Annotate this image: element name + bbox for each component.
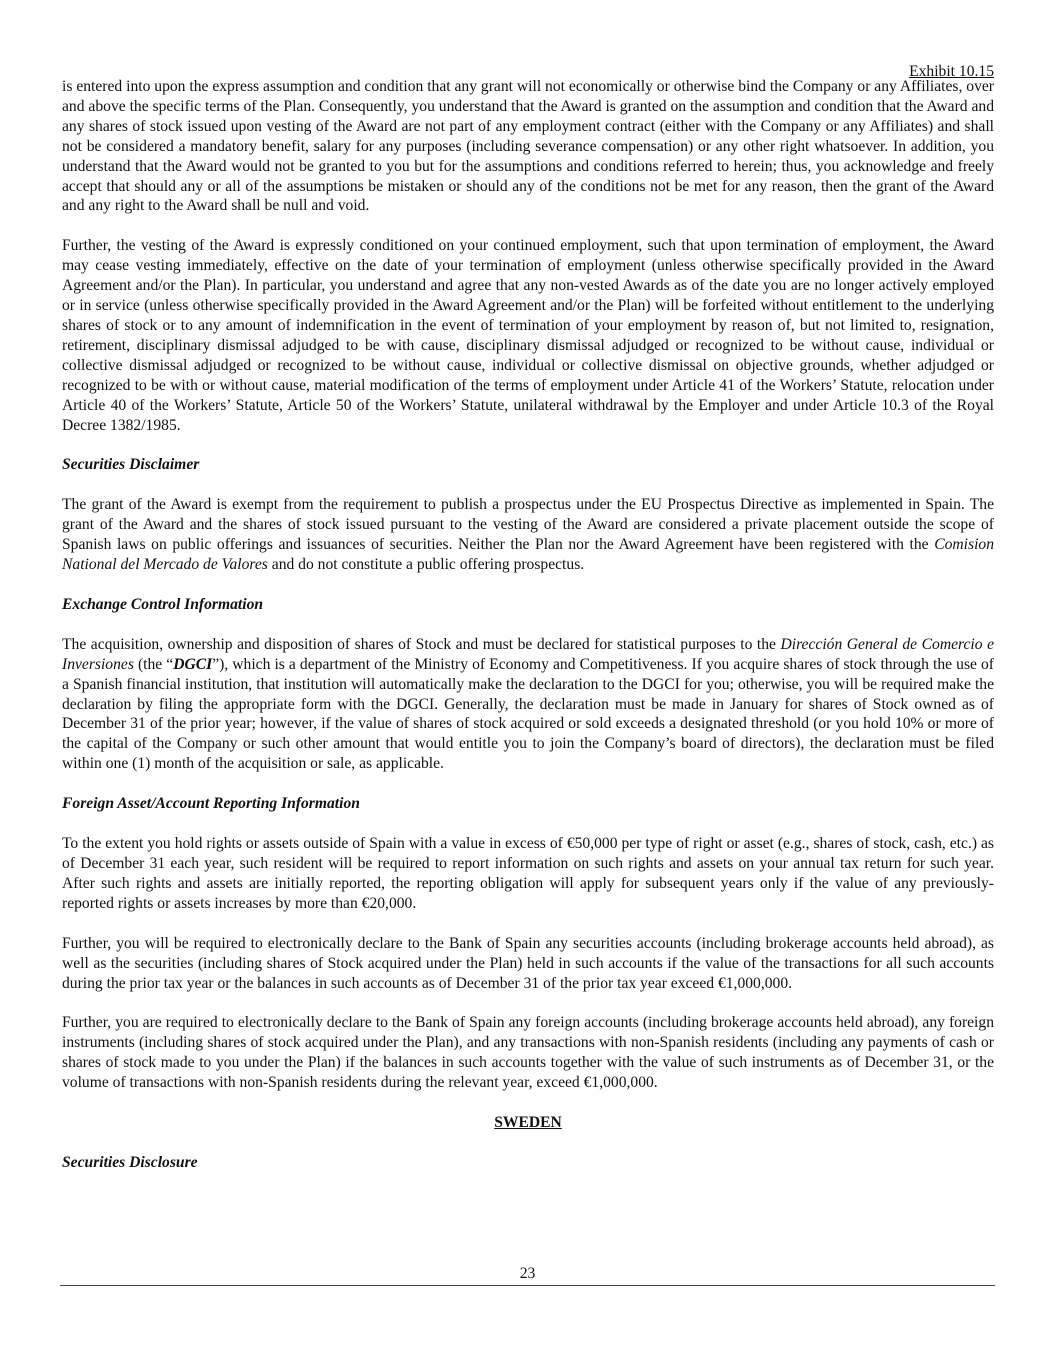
exchange-text-start: The acquisition, ownership and disposition of shares of Stock and must be declared for statistical purposes to the <box>62 635 781 653</box>
paragraph-exchange-control <box>62 635 994 774</box>
document-page <box>62 60 994 1193</box>
heading-sweden: SWEDEN <box>494 1114 562 1132</box>
paragraph-securities-disclaimer <box>62 495 994 575</box>
paragraph-foreign-assets: To the extent you hold rights or assets outside of Spain with a value in excess of €50,000 per type of right or asset (e.g., shares of stock, cash, etc.) as of December 31 each year, such resident will be required to report information on such rights and assets on your annual tax return for such year. After such rights and assets are initially reported, the reporting obligation will apply for subsequent years only if the value of any previously-reported rights or assets increases by more than €20,000. <box>62 835 994 912</box>
securities-text-start: The grant of the Award is exempt from the requirement to publish a prospectus under the EU Prospectus Directive as implemented in Spain. The grant of the Award and the shares of stock issued pursuant to the vesting of the Award are considered a private placement outside the scope of Spanish laws on public offerings and issuances of securities. Neither the Plan nor the Award Agreement have been registered with the <box>62 496 994 554</box>
paragraph-vesting: Further, the vesting of the Award is expressly conditioned on your continued employment, such that upon termination of employment, the Award may cease vesting immediately, effective on the date of your termination of employment (unless otherwise specifically provided in the Award Agreement and/or the Plan). In particular, you understand and agree that any non-vested Awards as of the date you are no longer actively employed or in service (unless otherwise specifically provided in the Award Agreement and/or the Plan) will be forfeited without entitlement to the underlying shares of stock or to any amount of indemnification in the event of termination of your employment by reason of, but not limited to, resignation, retirement, disciplinary dismissal adjudged to be with cause, disciplinary dismissal adjudged or recognized to be without cause, individual or collective dismissal adjudged or recognized to be without cause, individual or collective dismissal on objective grounds, whether adjudged or recognized to be with or without cause, material modification of the terms of employment under Article 41 of the Workers’ Statute, relocation under Article 40 of the Workers’ Statute, Article 50 of the Workers’ Statute, unilateral withdrawal by the Employer and under Article 10.3 of the Royal Decree 1382/1985. <box>62 237 994 434</box>
securities-text-end: and do not constitute a public offering prospectus. <box>267 556 585 574</box>
footer-divider <box>60 1285 995 1286</box>
heading-securities-disclaimer: Securities Disclaimer <box>62 456 200 474</box>
exchange-text-quote-open: (the “ <box>133 655 174 673</box>
paragraph-award-assumption: is entered into upon the express assumption and condition that any grant will not economically or otherwise bind the Company or any Affiliates, over and above the specific terms of the Plan. Consequently, you understand that the Award is granted on the assumption and condition that the Award and any shares of stock issued upon vesting of the Award are not part of any employment contract (either with the Company or any Affiliates) and shall not be considered a mandatory benefit, salary for any purposes (including severance compensation) or any other right whatsoever. In addition, you understand that the Award would not be granted to you but for the assumptions and conditions referred to herein; thus, you acknowledge and freely accept that should any or all of the assumptions be mistaken or should any of the conditions not be met for any reason, then the grant of the Award and any right to the Award shall be null and void. <box>62 78 994 215</box>
dgci-abbrev: DGCI <box>173 655 213 673</box>
heading-securities-disclosure: Securities Disclosure <box>62 1153 198 1171</box>
exhibit-label: Exhibit 10.15 <box>909 63 994 80</box>
dgci-full-name: Dirección General de Comercio e Inversiones <box>62 635 994 673</box>
paragraph-securities-accounts: Further, you will be required to electronically declare to the Bank of Spain any securities accounts (including brokerage accounts held abroad), as well as the securities (including shares of Stock acquired under the Plan) held in such accounts if the value of the transactions for all such accounts during the prior tax year or the balances in such accounts as of December 31 of the prior tax year exceed €1,000,000. <box>62 934 994 992</box>
page-number: 23 <box>519 1265 536 1282</box>
paragraph-foreign-accounts: Further, you are required to electronically declare to the Bank of Spain any foreign accounts (including brokerage accounts held abroad), any foreign instruments (including shares of stock acquired under the Plan), and any transactions with non-Spanish residents (including any payments of cash or shares of stock made to you under the Plan) if the balances in such accounts together with the value of such instruments as of December 31, or the volume of transactions with non-Spanish residents during the relevant year, exceed €1,000,000. <box>62 1014 994 1092</box>
cnmv-name: Comision National del Mercado de Valores <box>62 536 994 574</box>
exchange-text-end: ”), which is a department of the Ministry of Economy and Competitiveness. If you acquire shares of stock through the use of a Spanish financial institution, that institution will automatically make the declaration to the DGCI for you; otherwise, you will be required make the declaration by filing the appropriate form with the DGCI. Generally, the declaration must be made in January for shares of Stock owned as of December 31 of the prior year; however, if the value of shares of stock acquired or sold exceeds a designated threshold (or you hold 10% or more of the capital of the Company or such other amount that would entitle you to join the Company’s board of directors), the declaration must be filed within one (1) month of the acquisition or sale, as applicable. <box>62 655 994 773</box>
heading-exchange-control: Exchange Control Information <box>62 595 264 613</box>
heading-foreign-asset-reporting: Foreign Asset/Account Reporting Information <box>62 795 360 813</box>
